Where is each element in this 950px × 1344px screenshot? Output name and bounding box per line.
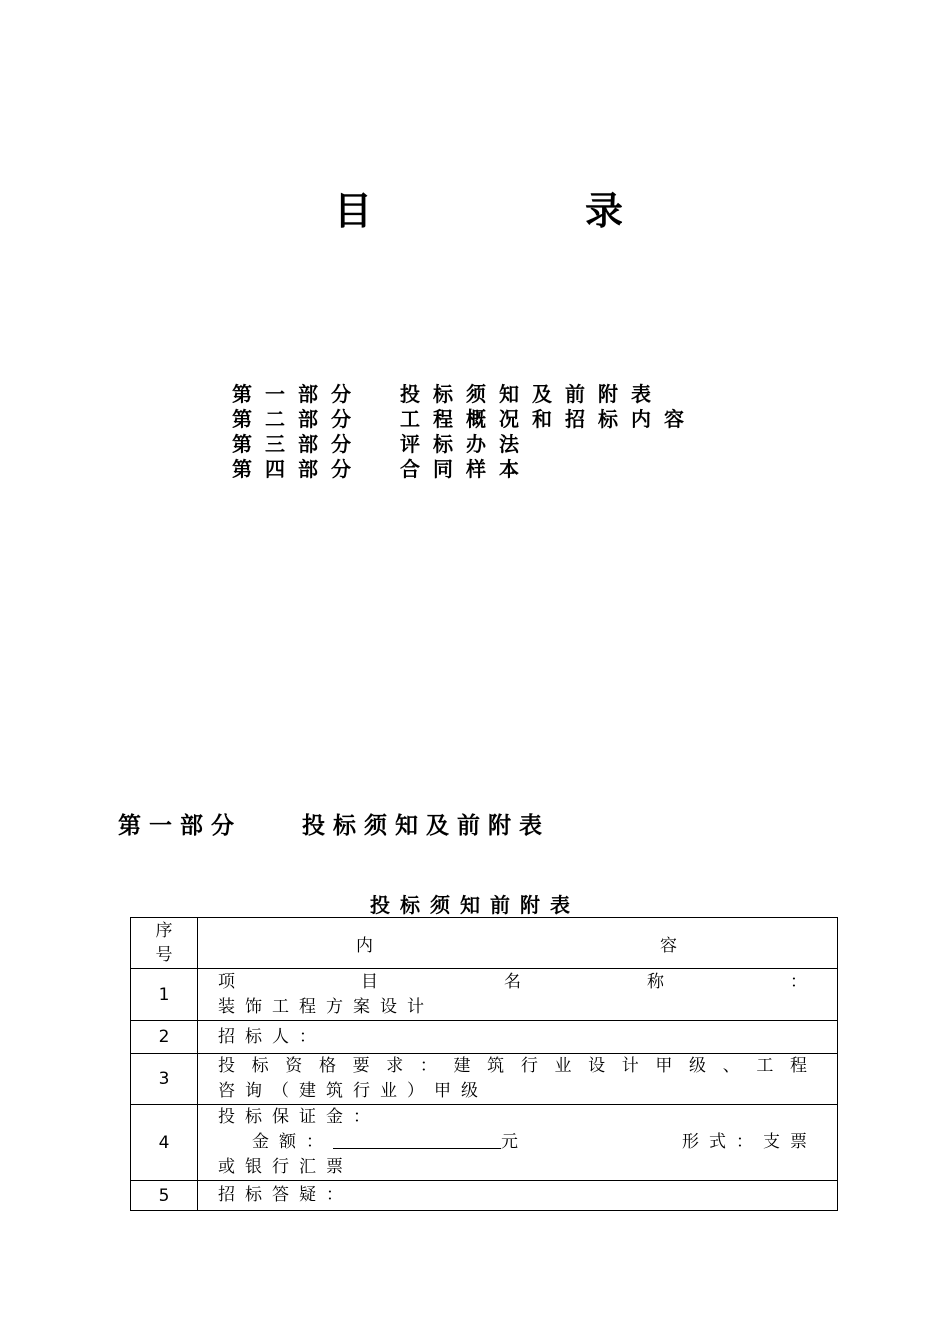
header-content-right: 容 — [660, 935, 677, 956]
toc-part: 第四部分 — [232, 457, 364, 481]
row-line: 项目名称： — [218, 971, 817, 992]
header-no-line1: 序 — [155, 921, 173, 941]
table-caption: 投标须知前附表 — [370, 893, 580, 917]
amount-unit: 元 — [501, 1132, 528, 1152]
amount-blank-field[interactable] — [333, 1130, 501, 1149]
row-number: 4 — [131, 1105, 198, 1181]
table-row — [131, 1021, 838, 1054]
toc-item — [232, 382, 697, 407]
table-row — [131, 1105, 838, 1181]
header-no-line2: 号 — [155, 945, 173, 965]
toc-item — [232, 407, 697, 432]
row-content — [198, 1021, 838, 1054]
row-content — [198, 1105, 838, 1181]
section-part: 第一部分 — [118, 813, 242, 839]
row-line: 投标保证金： — [218, 1107, 380, 1127]
table-header-row — [131, 918, 838, 969]
title-char-1: 目 — [334, 189, 373, 233]
document-title — [0, 186, 950, 236]
toc-name: 评标办法 — [400, 432, 532, 456]
appendix-table — [130, 917, 838, 1211]
row-line: 装饰工程方案设计 — [218, 996, 434, 1017]
row-content — [198, 969, 838, 1021]
row-content — [198, 1181, 838, 1211]
table-row — [131, 1054, 838, 1105]
toc-name: 工程概况和招标内容 — [400, 407, 697, 431]
row-number: 5 — [131, 1181, 198, 1211]
amount-label: 金额： — [252, 1132, 333, 1152]
header-no-cell — [131, 918, 198, 969]
row-line: 投标资格要求：建筑行业设计甲级、工程 — [218, 1056, 817, 1076]
toc-item — [232, 432, 697, 457]
title-char-2: 录 — [585, 189, 624, 233]
row-line: 招标答疑： — [218, 1185, 353, 1205]
row-line: 或银行汇票 — [218, 1157, 353, 1177]
amount-line — [218, 1130, 817, 1155]
row-line: 招标人： — [218, 1026, 326, 1047]
form-label: 形式：支票 — [682, 1132, 817, 1152]
toc-item — [232, 457, 697, 482]
header-content-cell — [198, 918, 838, 969]
row-content — [198, 1054, 838, 1105]
table-of-contents — [232, 382, 697, 482]
toc-part: 第三部分 — [232, 432, 364, 456]
section-heading — [118, 810, 550, 842]
section-name: 投标须知及前附表 — [302, 813, 550, 839]
toc-part: 第二部分 — [232, 407, 364, 431]
table-row — [131, 1181, 838, 1211]
header-content-left: 内 — [356, 935, 373, 956]
row-number: 1 — [131, 969, 198, 1021]
toc-name: 投标须知及前附表 — [400, 382, 664, 406]
row-number: 2 — [131, 1021, 198, 1054]
table-row — [131, 969, 838, 1021]
row-line: 咨询（建筑行业）甲级 — [218, 1081, 488, 1101]
toc-name: 合同样本 — [400, 457, 532, 481]
toc-part: 第一部分 — [232, 382, 364, 406]
row-number: 3 — [131, 1054, 198, 1105]
